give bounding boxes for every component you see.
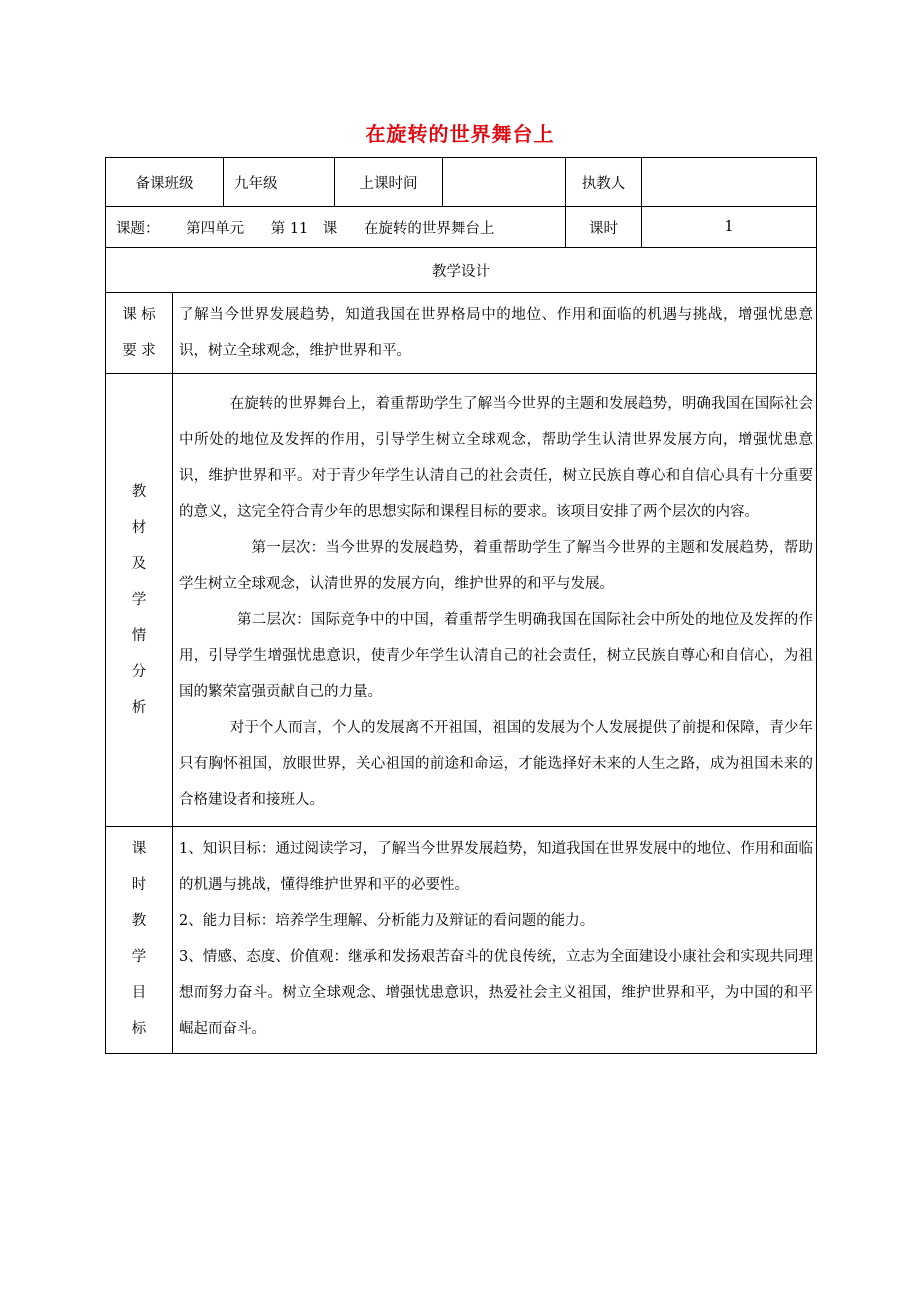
topic-unit: 第四单元 [186,220,245,237]
analysis-text-cell [173,374,817,827]
standard-text: 了解当今世界发展趋势，知道我国在世界格局中的地位、作用和面临的机遇与挑战，增强忧患意识，树立全球观念，维护世界和平。 [179,307,813,359]
time-value [443,158,566,207]
topic-lesson: 第 11 课 [270,220,338,237]
standard-text-cell [173,293,817,374]
goals-label-char: 课 [131,841,147,857]
topic-cell [106,207,566,248]
page-title: 在旋转的世界舞台上 [365,122,555,146]
standard-row [106,293,817,374]
design-header: 教学设计 [106,248,817,293]
goals-row [106,827,817,1054]
goal-item: 2、能力目标：培养学生理解、分析能力及辩证的看问题的能力。 [179,913,595,929]
goals-label [106,827,173,1054]
teacher-value [642,158,817,207]
standard-label-line1: 课 标 [122,307,156,323]
standard-label [106,293,173,374]
analysis-label-char: 及 [131,556,147,572]
topic-label: 课题： [116,220,160,237]
class-label: 备课班级 [106,158,224,207]
topic-row [106,207,817,248]
goal-item: 3、情感、态度、价值观：继承和发扬艰苦奋斗的优良传统，立志为全面建设小康社会和实现共同理想而努力奋斗。树立全球观念、增强忧患意识，热爱社会主义祖国，维护世界和平，为中国的和平崛起而奋斗。 [179,949,813,1037]
analysis-row [106,374,817,827]
analysis-paragraph: 对于个人而言，个人的发展离不开祖国，祖国的发展为个人发展提供了前提和保障，青少年只有胸怀祖国，放眼世界，关心祖国的前途和命运，才能选择好未来的人生之路，成为祖国未来的合格建设者和接班人。 [179,720,813,808]
analysis-label [106,374,173,827]
goals-label-char: 教 [131,913,147,929]
teacher-label: 执教人 [566,158,642,207]
analysis-label-char: 学 [131,592,147,608]
design-header-row [106,248,817,293]
analysis-label-char: 教 [131,484,147,500]
analysis-paragraph: 第一层次：当今世界的发展趋势，着重帮助学生了解当今世界的主题和发展趋势，帮助学生树立全球观念，认清世界的发展方向，维护世界的和平与发展。 [179,540,813,592]
goals-label-char: 学 [131,949,147,965]
hours-label: 课时 [566,207,642,248]
hours-value: 1 [642,207,817,248]
info-row [106,158,817,207]
topic-lesson-title: 在旋转的世界舞台上 [363,220,495,237]
analysis-label-char: 分 [131,664,147,680]
analysis-paragraph: 第二层次：国际竞争中的中国，着重帮学生明确我国在国际社会中所处的地位及发挥的作用，引导学生增强忧患意识，使青少年学生认清自己的社会责任，树立民族自尊心和自信心，为祖国的繁荣富强贡献自己的力量。 [179,612,813,700]
analysis-label-char: 材 [131,520,147,536]
time-label: 上课时间 [335,158,443,207]
goals-text-cell [173,827,817,1054]
goals-label-char: 时 [131,877,147,893]
lesson-plan-table [105,157,817,1054]
analysis-paragraph: 在旋转的世界舞台上，着重帮助学生了解当今世界的主题和发展趋势，明确我国在国际社会中所处的地位及发挥的作用，引导学生树立全球观念，帮助学生认清世界发展方向，增强忧患意识，维护世界和平。对于青少年学生认清自己的社会责任，树立民族自尊心和自信心具有十分重要的意义，这完全符合青少年的思想实际和课程目标的要求。该项目安排了两个层次的内容。 [179,396,813,520]
goals-label-char: 目 [131,985,147,1001]
standard-label-line2: 要 求 [122,343,156,359]
analysis-label-char: 析 [131,700,147,716]
goals-label-char: 标 [131,1021,147,1037]
analysis-label-char: 情 [131,628,147,644]
class-value: 九年级 [224,158,335,207]
goal-item: 1、知识目标：通过阅读学习，了解当今世界发展趋势，知道我国在世界发展中的地位、作用和面临的机遇与挑战，懂得维护世界和平的必要性。 [179,841,813,893]
